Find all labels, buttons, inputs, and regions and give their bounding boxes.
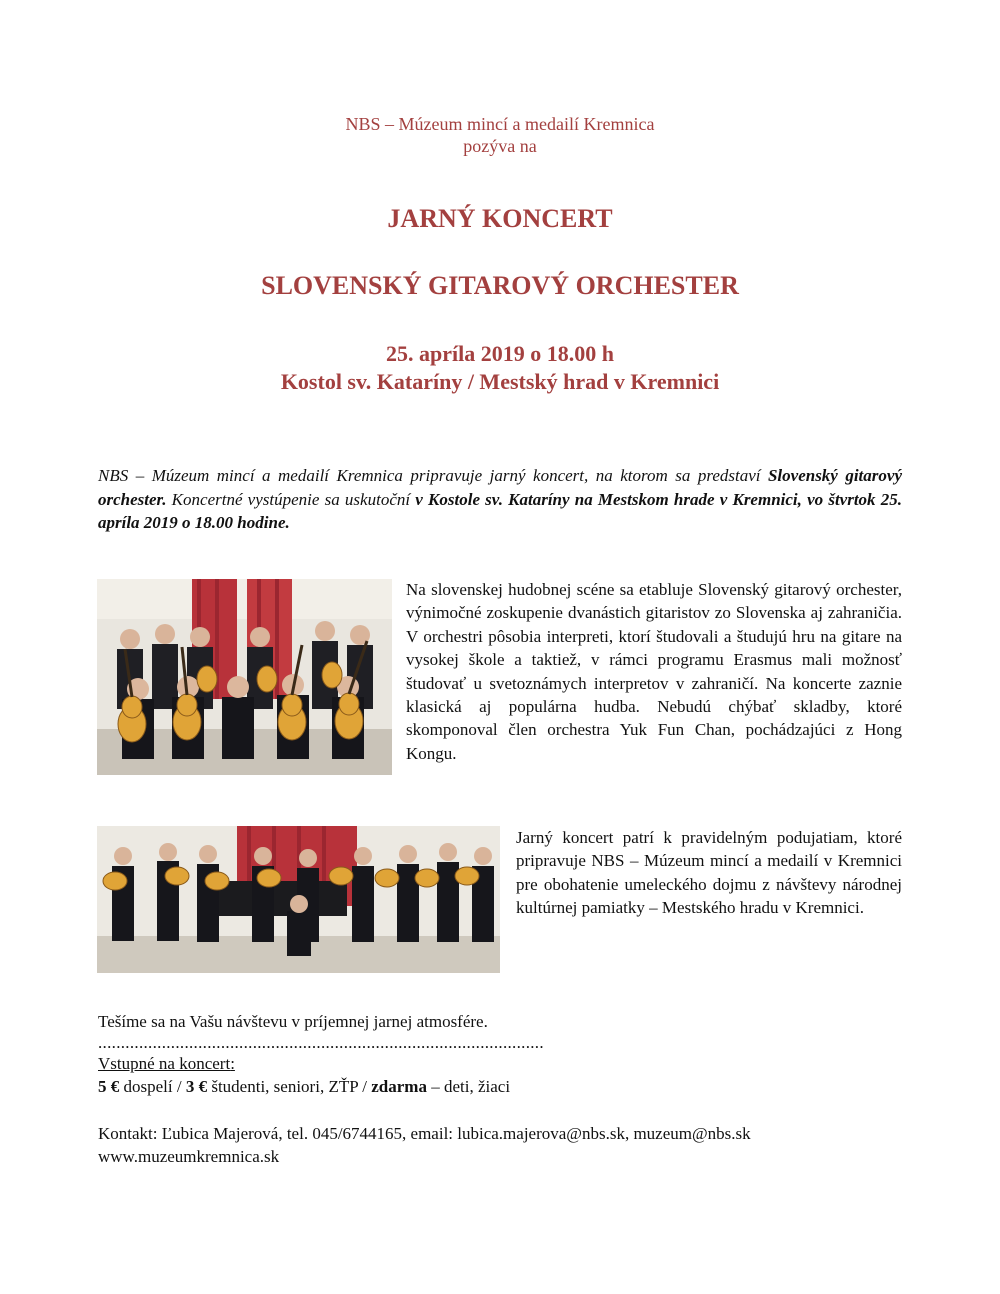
concert-venue: Kostol sv. Kataríny / Mestský hrad v Kremnici	[280, 369, 720, 394]
price-free: zdarma	[371, 1077, 427, 1096]
intro-text-2: Koncertné vystúpenie sa uskutoční	[166, 489, 416, 509]
concert-title: JARNÝ KONCERT	[387, 204, 613, 233]
admission-colon: :	[230, 1054, 235, 1073]
intro-venue-bold: v Kostole sv. Kataríny na Mestskom hrade v Kremnici, vo štvrtok 25. apríla 2019 o 18.00 hodine.	[98, 489, 902, 532]
admission-heading	[98, 1052, 235, 1075]
orchestra-performance-photo	[97, 826, 500, 973]
invite-line: pozýva na	[463, 136, 537, 156]
free-label: – deti, žiaci	[426, 1077, 511, 1096]
dotted-separator: ..................................................................................................	[98, 1033, 544, 1052]
admission-label: Vstupné na koncert	[98, 1054, 231, 1073]
admission-prices	[98, 1075, 510, 1098]
welcome-line: Tešíme sa na Vašu návštevu v príjemnej jarnej atmosfére.	[98, 1012, 488, 1031]
intro-text-1: NBS – Múzeum mincí a medailí Kremnica pripravuje jarný koncert, na ktorom sa predstaví	[98, 466, 768, 485]
concert-series-description: Jarný koncert patrí k pravidelným podujatiam, ktoré pripravuje NBS – Múzeum mincí a medailí v Kremnici pre obohatenie umeleckého dojmu z návštevy národnej kultúrnej pamiatky – Mestského hradu v Kremnici.	[516, 828, 902, 918]
contact-line: Kontakt: Ľubica Majerová, tel. 045/6744165, email: lubica.majerova@nbs.sk, muzeum@nbs.sk	[98, 1124, 751, 1143]
reduced-label: študenti, seniori, ZŤP /	[207, 1077, 372, 1096]
adult-label: dospelí /	[119, 1077, 186, 1096]
intro-paragraph	[98, 464, 902, 535]
concert-date: 25. apríla 2019 o 18.00 h	[386, 341, 614, 366]
orchestra-group-photo	[97, 579, 392, 775]
orchestra-description: Na slovenskej hudobnej scéne sa etabluje Slovenský gitarový orchester, výnimočné zoskupenie dvanástich gitaristov zo Slovenska aj zahraničia. V orchestri pôsobia interpreti, ktorí študovali a študujú hru na gitare na vysokej škole a taktiež, v rámci programu Erasmus mali možnosť študovať u svetoznámych interpretov v zahraničí. Na koncerte zaznie klasická aj populárna hudba. Nebudú chýbať skladby, ktoré skomponoval člen orchestra Yuk Fun Chan, pochádzajúci z Hong Kongu.	[406, 580, 902, 763]
price-adult: 5 €	[98, 1077, 120, 1096]
website-link[interactable]: www.muzeumkremnica.sk	[98, 1147, 280, 1166]
price-reduced: 3 €	[185, 1077, 208, 1096]
intro-ensemble-bold: Slovenský gitarový orchester.	[98, 466, 902, 509]
ensemble-title: SLOVENSKÝ GITAROVÝ ORCHESTER	[261, 271, 739, 300]
organizer-line: NBS – Múzeum mincí a medailí Kremnica	[345, 114, 655, 134]
